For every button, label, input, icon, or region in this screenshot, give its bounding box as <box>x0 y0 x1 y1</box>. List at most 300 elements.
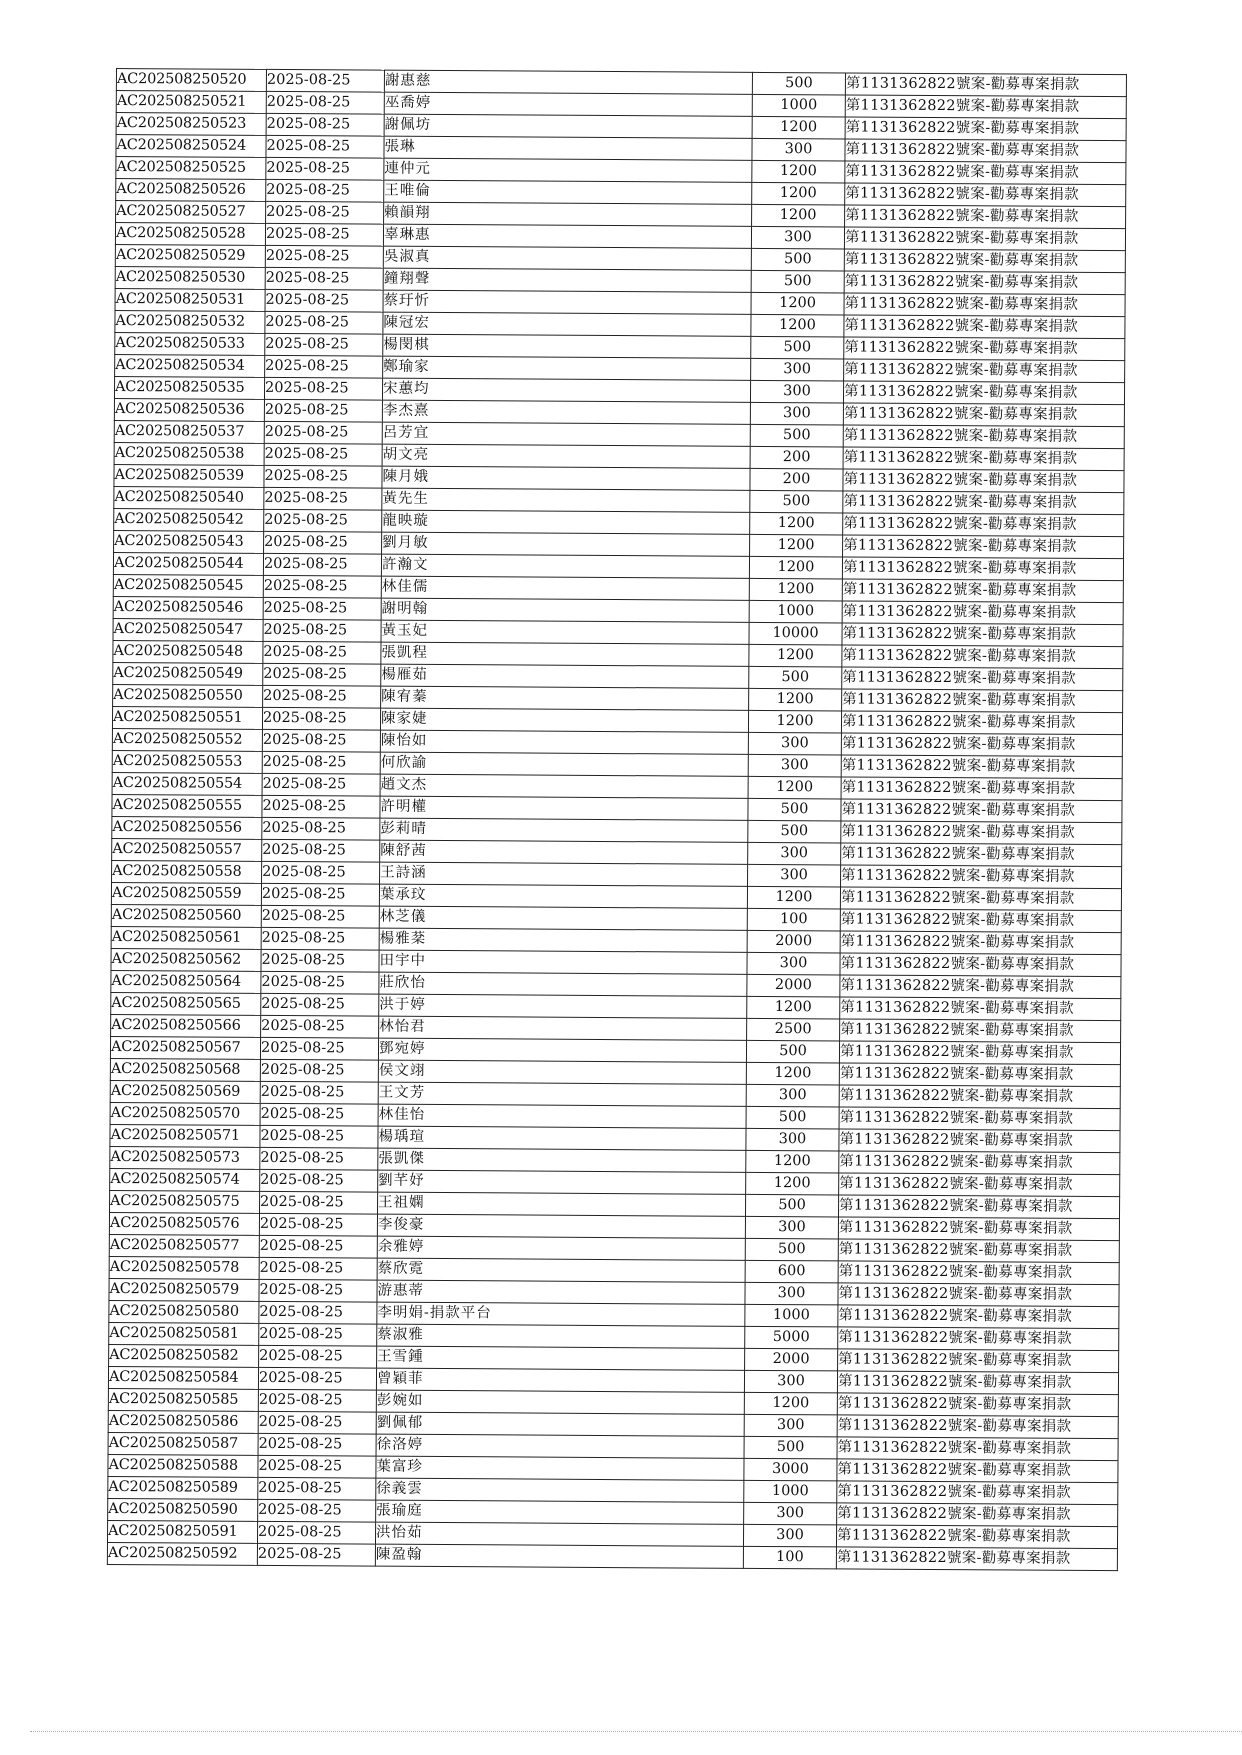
donor-name-cell: 蔡欣霓 <box>377 1258 745 1282</box>
donor-name-cell: 楊雁茹 <box>381 664 749 688</box>
note-cell: 第1131362822號案-勸募專案捐款 <box>843 491 1124 515</box>
note-cell: 第1131362822號案-勸募專案捐款 <box>836 1525 1117 1549</box>
donor-name-cell: 王唯倫 <box>384 180 752 204</box>
note-cell: 第1131362822號案-勸募專案捐款 <box>843 469 1124 493</box>
receipt-id-cell: AC202508250564 <box>111 970 261 993</box>
receipt-id-cell: AC202508250587 <box>108 1432 258 1455</box>
note-cell: 第1131362822號案-勸募專案捐款 <box>839 1085 1120 1109</box>
date-cell: 2025-08-25 <box>264 399 382 422</box>
amount-cell: 1200 <box>752 160 845 183</box>
donor-name-cell: 陳冠宏 <box>383 312 751 336</box>
amount-cell: 500 <box>750 424 843 447</box>
date-cell: 2025-08-25 <box>266 179 384 202</box>
date-cell: 2025-08-25 <box>263 575 381 598</box>
amount-cell: 300 <box>748 842 841 865</box>
receipt-id-cell: AC202508250529 <box>115 244 265 267</box>
donor-name-cell: 王詩涵 <box>380 862 748 886</box>
note-cell: 第1131362822號案-勸募專案捐款 <box>840 975 1121 999</box>
amount-cell: 500 <box>745 1194 838 1217</box>
receipt-id-cell: AC202508250532 <box>115 310 265 333</box>
date-cell: 2025-08-25 <box>265 333 383 356</box>
note-cell: 第1131362822號案-勸募專案捐款 <box>841 865 1122 889</box>
date-cell: 2025-08-25 <box>264 377 382 400</box>
date-cell: 2025-08-25 <box>258 1455 376 1478</box>
receipt-id-cell: AC202508250576 <box>109 1212 259 1235</box>
date-cell: 2025-08-25 <box>261 971 379 994</box>
date-cell: 2025-08-25 <box>264 465 382 488</box>
donor-name-cell: 陳怡如 <box>380 730 748 754</box>
donor-name-cell: 彭婉如 <box>376 1390 744 1414</box>
note-cell: 第1131362822號案-勸募專案捐款 <box>843 535 1124 559</box>
note-cell: 第1131362822號案-勸募專案捐款 <box>839 1173 1120 1197</box>
amount-cell: 3000 <box>744 1458 837 1481</box>
donor-name-cell: 鐘翔聲 <box>383 268 751 292</box>
amount-cell: 500 <box>749 666 842 689</box>
donor-name-cell: 張琳 <box>384 136 752 160</box>
amount-cell: 1200 <box>749 688 842 711</box>
receipt-id-cell: AC202508250582 <box>109 1344 259 1367</box>
amount-cell: 1000 <box>744 1480 837 1503</box>
donor-name-cell: 洪于婷 <box>379 994 747 1018</box>
donor-name-cell: 葉富珍 <box>376 1456 744 1480</box>
amount-cell: 500 <box>751 336 844 359</box>
amount-cell: 300 <box>748 864 841 887</box>
note-cell: 第1131362822號案-勸募專案捐款 <box>843 447 1124 471</box>
note-cell: 第1131362822號案-勸募專案捐款 <box>843 425 1124 449</box>
amount-cell: 1200 <box>749 556 842 579</box>
note-cell: 第1131362822號案-勸募專案捐款 <box>842 557 1123 581</box>
receipt-id-cell: AC202508250571 <box>110 1124 260 1147</box>
date-cell: 2025-08-25 <box>260 1081 378 1104</box>
amount-cell: 300 <box>744 1502 837 1525</box>
date-cell: 2025-08-25 <box>259 1279 377 1302</box>
donor-name-cell: 吳淑真 <box>383 246 751 270</box>
date-cell: 2025-08-25 <box>260 1169 378 1192</box>
date-cell: 2025-08-25 <box>261 927 379 950</box>
date-cell: 2025-08-25 <box>260 1103 378 1126</box>
receipt-id-cell: AC202508250523 <box>116 113 266 136</box>
date-cell: 2025-08-25 <box>259 1323 377 1346</box>
note-cell: 第1131362822號案-勸募專案捐款 <box>841 777 1122 801</box>
donor-name-cell: 陳盈翰 <box>375 1544 743 1568</box>
donor-name-cell: 莊欣怡 <box>379 972 747 996</box>
donor-name-cell: 陳家婕 <box>380 708 748 732</box>
donor-name-cell: 謝惠慈 <box>384 70 752 94</box>
receipt-id-cell: AC202508250556 <box>112 816 262 839</box>
donor-name-cell: 劉月敏 <box>382 532 750 556</box>
amount-cell: 300 <box>746 1128 839 1151</box>
donor-name-cell: 王文芳 <box>378 1082 746 1106</box>
donation-ledger-table <box>107 68 1127 1571</box>
amount-cell: 2000 <box>747 930 840 953</box>
donor-name-cell: 何欣諭 <box>380 752 748 776</box>
amount-cell: 600 <box>745 1260 838 1283</box>
receipt-id-cell: AC202508250579 <box>109 1278 259 1301</box>
amount-cell: 1000 <box>745 1304 838 1327</box>
note-cell: 第1131362822號案-勸募專案捐款 <box>841 843 1122 867</box>
date-cell: 2025-08-25 <box>261 1015 379 1038</box>
note-cell: 第1131362822號案-勸募專案捐款 <box>845 161 1126 185</box>
donor-name-cell: 蔡玗忻 <box>383 290 751 314</box>
amount-cell: 1200 <box>746 1172 839 1195</box>
receipt-id-cell: AC202508250591 <box>107 1520 257 1543</box>
amount-cell: 500 <box>744 1436 837 1459</box>
amount-cell: 1200 <box>746 1150 839 1173</box>
donor-name-cell: 田宇中 <box>379 950 747 974</box>
note-cell: 第1131362822號案-勸募專案捐款 <box>844 271 1125 295</box>
date-cell: 2025-08-25 <box>260 1147 378 1170</box>
date-cell: 2025-08-25 <box>266 201 384 224</box>
receipt-id-cell: AC202508250566 <box>111 1014 261 1037</box>
date-cell: 2025-08-25 <box>265 245 383 268</box>
note-cell: 第1131362822號案-勸募專案捐款 <box>839 1063 1120 1087</box>
amount-cell: 2500 <box>747 1018 840 1041</box>
amount-cell: 300 <box>751 226 844 249</box>
donor-name-cell: 徐義雲 <box>376 1478 744 1502</box>
donor-name-cell: 許明權 <box>380 796 748 820</box>
donor-name-cell: 蔡淑雅 <box>377 1324 745 1348</box>
amount-cell: 500 <box>745 1238 838 1261</box>
note-cell: 第1131362822號案-勸募專案捐款 <box>845 183 1126 207</box>
donor-name-cell: 林佳怡 <box>378 1104 746 1128</box>
note-cell: 第1131362822號案-勸募專案捐款 <box>837 1481 1118 1505</box>
note-cell: 第1131362822號案-勸募專案捐款 <box>838 1283 1119 1307</box>
donor-name-cell: 陳宥蓁 <box>381 686 749 710</box>
donor-name-cell: 張凱程 <box>381 642 749 666</box>
date-cell: 2025-08-25 <box>262 729 380 752</box>
donor-name-cell: 鄧宛婷 <box>378 1038 746 1062</box>
donor-name-cell: 李杰熹 <box>382 400 750 424</box>
amount-cell: 500 <box>746 1106 839 1129</box>
receipt-id-cell: AC202508250536 <box>114 398 264 421</box>
note-cell: 第1131362822號案-勸募專案捐款 <box>839 1151 1120 1175</box>
date-cell: 2025-08-25 <box>265 289 383 312</box>
donor-name-cell: 余雅婷 <box>377 1236 745 1260</box>
donor-name-cell: 陳舒茜 <box>380 840 748 864</box>
date-cell: 2025-08-25 <box>257 1521 375 1544</box>
note-cell: 第1131362822號案-勸募專案捐款 <box>840 953 1121 977</box>
date-cell: 2025-08-25 <box>259 1257 377 1280</box>
amount-cell: 300 <box>744 1414 837 1437</box>
receipt-id-cell: AC202508250535 <box>114 376 264 399</box>
donor-name-cell: 宋蕙均 <box>382 378 750 402</box>
donor-name-cell: 李俊豪 <box>377 1214 745 1238</box>
receipt-id-cell: AC202508250554 <box>112 772 262 795</box>
donor-name-cell: 陳月娥 <box>382 466 750 490</box>
date-cell: 2025-08-25 <box>261 949 379 972</box>
donor-name-cell: 楊閔棋 <box>383 334 751 358</box>
donor-name-cell: 林佳儒 <box>381 576 749 600</box>
note-cell: 第1131362822號案-勸募專案捐款 <box>838 1217 1119 1241</box>
note-cell: 第1131362822號案-勸募專案捐款 <box>838 1239 1119 1263</box>
note-cell: 第1131362822號案-勸募專案捐款 <box>845 95 1126 119</box>
date-cell: 2025-08-25 <box>259 1345 377 1368</box>
amount-cell: 300 <box>747 952 840 975</box>
receipt-id-cell: AC202508250555 <box>112 794 262 817</box>
page-bottom-rule <box>30 1731 1242 1732</box>
date-cell: 2025-08-25 <box>259 1235 377 1258</box>
receipt-id-cell: AC202508250565 <box>111 992 261 1015</box>
donor-name-cell: 呂芳宜 <box>382 422 750 446</box>
amount-cell: 300 <box>750 380 843 403</box>
amount-cell: 500 <box>748 820 841 843</box>
donor-name-cell: 鄭瑜家 <box>383 356 751 380</box>
donor-name-cell: 楊瑀瑄 <box>378 1126 746 1150</box>
date-cell: 2025-08-25 <box>264 487 382 510</box>
donor-name-cell: 楊雅棻 <box>379 928 747 952</box>
receipt-id-cell: AC202508250589 <box>108 1476 258 1499</box>
amount-cell: 200 <box>750 446 843 469</box>
note-cell: 第1131362822號案-勸募專案捐款 <box>842 601 1123 625</box>
amount-cell: 5000 <box>745 1326 838 1349</box>
receipt-id-cell: AC202508250528 <box>115 223 265 246</box>
note-cell: 第1131362822號案-勸募專案捐款 <box>842 623 1123 647</box>
receipt-id-cell: AC202508250550 <box>113 684 263 707</box>
receipt-id-cell: AC202508250562 <box>111 948 261 971</box>
donor-name-cell: 胡文亮 <box>382 444 750 468</box>
date-cell: 2025-08-25 <box>265 355 383 378</box>
note-cell: 第1131362822號案-勸募專案捐款 <box>837 1371 1118 1395</box>
amount-cell: 100 <box>747 908 840 931</box>
note-cell: 第1131362822號案-勸募專案捐款 <box>842 645 1123 669</box>
note-cell: 第1131362822號案-勸募專案捐款 <box>845 139 1126 163</box>
amount-cell: 1200 <box>750 534 843 557</box>
note-cell: 第1131362822號案-勸募專案捐款 <box>838 1349 1119 1373</box>
amount-cell: 500 <box>751 270 844 293</box>
receipt-id-cell: AC202508250553 <box>112 750 262 773</box>
receipt-id-cell: AC202508250590 <box>108 1498 258 1521</box>
receipt-id-cell: AC202508250542 <box>114 508 264 531</box>
note-cell: 第1131362822號案-勸募專案捐款 <box>842 579 1123 603</box>
receipt-id-cell: AC202508250570 <box>110 1102 260 1125</box>
amount-cell: 1200 <box>751 314 844 337</box>
amount-cell: 1000 <box>752 94 845 117</box>
note-cell: 第1131362822號案-勸募專案捐款 <box>840 909 1121 933</box>
receipt-id-cell: AC202508250546 <box>113 596 263 619</box>
amount-cell: 500 <box>751 248 844 271</box>
date-cell: 2025-08-25 <box>265 267 383 290</box>
note-cell: 第1131362822號案-勸募專案捐款 <box>844 293 1125 317</box>
amount-cell: 1200 <box>747 996 840 1019</box>
donor-name-cell: 趙文杰 <box>380 774 748 798</box>
receipt-id-cell: AC202508250569 <box>110 1080 260 1103</box>
amount-cell: 300 <box>751 358 844 381</box>
donor-name-cell: 龍映璇 <box>382 510 750 534</box>
note-cell: 第1131362822號案-勸募專案捐款 <box>836 1547 1117 1571</box>
date-cell: 2025-08-25 <box>260 1037 378 1060</box>
receipt-id-cell: AC202508250586 <box>108 1410 258 1433</box>
receipt-id-cell: AC202508250543 <box>114 530 264 553</box>
donor-name-cell: 謝明翰 <box>381 598 749 622</box>
date-cell: 2025-08-25 <box>263 663 381 686</box>
receipt-id-cell: AC202508250548 <box>113 640 263 663</box>
note-cell: 第1131362822號案-勸募專案捐款 <box>843 381 1124 405</box>
note-cell: 第1131362822號案-勸募專案捐款 <box>845 205 1126 229</box>
amount-cell: 1200 <box>751 292 844 315</box>
receipt-id-cell: AC202508250538 <box>114 442 264 465</box>
date-cell: 2025-08-25 <box>264 531 382 554</box>
note-cell: 第1131362822號案-勸募專案捐款 <box>841 755 1122 779</box>
amount-cell: 1200 <box>747 886 840 909</box>
donor-name-cell: 張瑜庭 <box>376 1500 744 1524</box>
date-cell: 2025-08-25 <box>262 795 380 818</box>
receipt-id-cell: AC202508250527 <box>116 201 266 224</box>
donor-name-cell: 葉承玟 <box>379 884 747 908</box>
amount-cell: 300 <box>744 1370 837 1393</box>
note-cell: 第1131362822號案-勸募專案捐款 <box>838 1327 1119 1351</box>
amount-cell: 200 <box>750 468 843 491</box>
donor-name-cell: 黃玉妃 <box>381 620 749 644</box>
receipt-id-cell: AC202508250585 <box>108 1388 258 1411</box>
donor-name-cell: 徐洛婷 <box>376 1434 744 1458</box>
amount-cell: 1200 <box>750 512 843 535</box>
note-cell: 第1131362822號案-勸募專案捐款 <box>839 1107 1120 1131</box>
donor-name-cell: 謝佩坊 <box>384 114 752 138</box>
date-cell: 2025-08-25 <box>262 839 380 862</box>
amount-cell: 1200 <box>746 1062 839 1085</box>
date-cell: 2025-08-25 <box>258 1411 376 1434</box>
donor-name-cell: 張凱傑 <box>378 1148 746 1172</box>
date-cell: 2025-08-25 <box>260 1059 378 1082</box>
date-cell: 2025-08-25 <box>260 1191 378 1214</box>
donor-name-cell: 黃先生 <box>382 488 750 512</box>
receipt-id-cell: AC202508250521 <box>116 91 266 114</box>
date-cell: 2025-08-25 <box>261 883 379 906</box>
donor-name-cell: 林怡君 <box>379 1016 747 1040</box>
receipt-id-cell: AC202508250575 <box>110 1190 260 1213</box>
receipt-id-cell: AC202508250551 <box>112 706 262 729</box>
note-cell: 第1131362822號案-勸募專案捐款 <box>838 1261 1119 1285</box>
note-cell: 第1131362822號案-勸募專案捐款 <box>841 733 1122 757</box>
date-cell: 2025-08-25 <box>263 685 381 708</box>
date-cell: 2025-08-25 <box>266 135 384 158</box>
donor-name-cell: 侯文翊 <box>378 1060 746 1084</box>
amount-cell: 300 <box>748 754 841 777</box>
donor-name-cell: 曾穎菲 <box>376 1368 744 1392</box>
amount-cell: 1200 <box>752 204 845 227</box>
donor-name-cell: 游惠蒂 <box>377 1280 745 1304</box>
receipt-id-cell: AC202508250544 <box>113 552 263 575</box>
receipt-id-cell: AC202508250560 <box>111 904 261 927</box>
donor-name-cell: 巫喬婷 <box>384 92 752 116</box>
amount-cell: 100 <box>743 1546 836 1569</box>
receipt-id-cell: AC202508250545 <box>113 574 263 597</box>
note-cell: 第1131362822號案-勸募專案捐款 <box>840 997 1121 1021</box>
donor-name-cell: 劉佩郁 <box>376 1412 744 1436</box>
donor-name-cell: 賴韻翔 <box>384 202 752 226</box>
ledger-body <box>107 69 1126 1571</box>
donor-name-cell: 劉芊妤 <box>378 1170 746 1194</box>
receipt-id-cell: AC202508250580 <box>109 1300 259 1323</box>
note-cell: 第1131362822號案-勸募專案捐款 <box>843 403 1124 427</box>
date-cell: 2025-08-25 <box>264 443 382 466</box>
receipt-id-cell: AC202508250584 <box>108 1366 258 1389</box>
date-cell: 2025-08-25 <box>259 1301 377 1324</box>
amount-cell: 500 <box>752 72 845 95</box>
date-cell: 2025-08-25 <box>257 1543 375 1566</box>
date-cell: 2025-08-25 <box>264 509 382 532</box>
receipt-id-cell: AC202508250577 <box>109 1234 259 1257</box>
date-cell: 2025-08-25 <box>261 905 379 928</box>
note-cell: 第1131362822號案-勸募專案捐款 <box>840 887 1121 911</box>
donor-name-cell: 林芝儀 <box>379 906 747 930</box>
note-cell: 第1131362822號案-勸募專案捐款 <box>844 337 1125 361</box>
receipt-id-cell: AC202508250540 <box>114 486 264 509</box>
date-cell: 2025-08-25 <box>258 1367 376 1390</box>
amount-cell: 10000 <box>749 622 842 645</box>
date-cell: 2025-08-25 <box>263 597 381 620</box>
note-cell: 第1131362822號案-勸募專案捐款 <box>842 689 1123 713</box>
receipt-id-cell: AC202508250573 <box>110 1146 260 1169</box>
amount-cell: 1200 <box>749 644 842 667</box>
amount-cell: 300 <box>745 1216 838 1239</box>
note-cell: 第1131362822號案-勸募專案捐款 <box>839 1041 1120 1065</box>
date-cell: 2025-08-25 <box>264 421 382 444</box>
receipt-id-cell: AC202508250531 <box>115 288 265 311</box>
note-cell: 第1131362822號案-勸募專案捐款 <box>841 799 1122 823</box>
receipt-id-cell: AC202508250581 <box>109 1322 259 1345</box>
note-cell: 第1131362822號案-勸募專案捐款 <box>838 1305 1119 1329</box>
date-cell: 2025-08-25 <box>258 1389 376 1412</box>
date-cell: 2025-08-25 <box>260 1125 378 1148</box>
receipt-id-cell: AC202508250547 <box>113 618 263 641</box>
date-cell: 2025-08-25 <box>262 817 380 840</box>
receipt-id-cell: AC202508250592 <box>107 1542 257 1565</box>
date-cell: 2025-08-25 <box>261 993 379 1016</box>
note-cell: 第1131362822號案-勸募專案捐款 <box>844 359 1125 383</box>
donor-name-cell: 洪怡茹 <box>375 1522 743 1546</box>
amount-cell: 1000 <box>749 600 842 623</box>
receipt-id-cell: AC202508250539 <box>114 464 264 487</box>
note-cell: 第1131362822號案-勸募專案捐款 <box>837 1459 1118 1483</box>
note-cell: 第1131362822號案-勸募專案捐款 <box>843 513 1124 537</box>
receipt-id-cell: AC202508250574 <box>110 1168 260 1191</box>
amount-cell: 1200 <box>749 578 842 601</box>
donor-name-cell: 王祖嫻 <box>378 1192 746 1216</box>
note-cell: 第1131362822號案-勸募專案捐款 <box>844 315 1125 339</box>
note-cell: 第1131362822號案-勸募專案捐款 <box>837 1437 1118 1461</box>
amount-cell: 300 <box>752 138 845 161</box>
amount-cell: 300 <box>750 402 843 425</box>
receipt-id-cell: AC202508250552 <box>112 728 262 751</box>
date-cell: 2025-08-25 <box>258 1499 376 1522</box>
date-cell: 2025-08-25 <box>266 69 384 92</box>
receipt-id-cell: AC202508250568 <box>110 1058 260 1081</box>
receipt-id-cell: AC202508250524 <box>116 135 266 158</box>
note-cell: 第1131362822號案-勸募專案捐款 <box>837 1503 1118 1527</box>
date-cell: 2025-08-25 <box>266 157 384 180</box>
date-cell: 2025-08-25 <box>259 1213 377 1236</box>
amount-cell: 2000 <box>745 1348 838 1371</box>
receipt-id-cell: AC202508250559 <box>111 882 261 905</box>
donor-name-cell: 李明娟-捐款平台 <box>377 1302 745 1326</box>
date-cell: 2025-08-25 <box>262 773 380 796</box>
note-cell: 第1131362822號案-勸募專案捐款 <box>840 1019 1121 1043</box>
note-cell: 第1131362822號案-勸募專案捐款 <box>841 821 1122 845</box>
note-cell: 第1131362822號案-勸募專案捐款 <box>844 249 1125 273</box>
donor-name-cell: 連仲元 <box>384 158 752 182</box>
date-cell: 2025-08-25 <box>262 707 380 730</box>
amount-cell: 1200 <box>752 182 845 205</box>
date-cell: 2025-08-25 <box>263 553 381 576</box>
note-cell: 第1131362822號案-勸募專案捐款 <box>838 1195 1119 1219</box>
receipt-id-cell: AC202508250578 <box>109 1256 259 1279</box>
amount-cell: 2000 <box>747 974 840 997</box>
date-cell: 2025-08-25 <box>265 311 383 334</box>
receipt-id-cell: AC202508250567 <box>110 1036 260 1059</box>
amount-cell: 300 <box>746 1084 839 1107</box>
donor-name-cell: 彭莉晴 <box>380 818 748 842</box>
